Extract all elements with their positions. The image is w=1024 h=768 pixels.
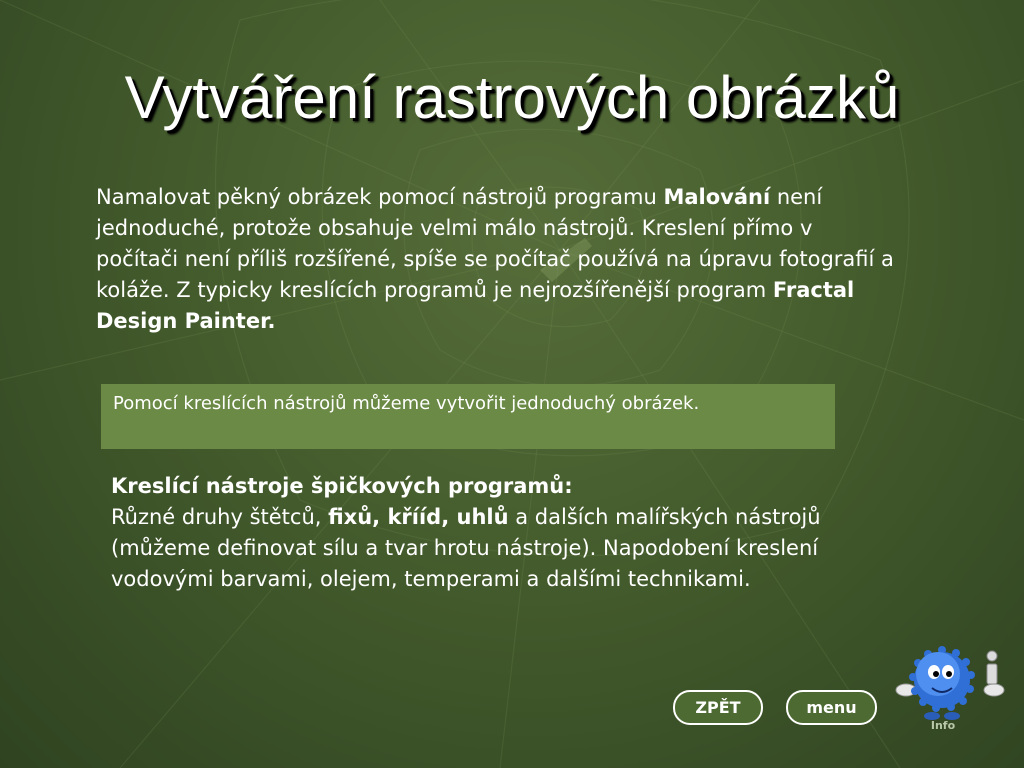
slide-title: Vytváření rastrových obrázků [124, 64, 900, 131]
intro-bold-malovani: Malování [663, 185, 771, 209]
note-text: Pomocí kreslících nástrojů můžeme vytvořit jednoduchý obrázek. [113, 393, 700, 414]
tools-text-1: Různé druhy štětců, [111, 505, 329, 529]
note-box [101, 384, 835, 449]
tools-text-2: a dalších malířských nástrojů (můžeme definovat sílu a tvar hrotu nástroje). Napodobení kreslení vodovými barvami, olejem, temperami a dalšími technikami. [111, 505, 821, 591]
info-label: Info [930, 719, 956, 732]
menu-button[interactable]: menu [786, 690, 877, 725]
info-i-icon [987, 651, 997, 684]
tools-heading: Kreslící nástroje špičkových programů: [111, 474, 573, 498]
tools-bold-items: fixů, křííd, uhlů [328, 505, 509, 529]
tools-paragraph [111, 471, 901, 595]
intro-text-1: Namalovat pěkný obrázek pomocí nástrojů programu [96, 185, 664, 209]
intro-bold-painter: Fractal Design Painter. [96, 278, 855, 333]
intro-paragraph [96, 182, 896, 337]
back-button[interactable]: ZPĚT [673, 690, 763, 725]
intro-text-2: není jednoduché, protože obsahuje velmi málo nástrojů. Kreslení přímo v počítači není příliš rozšířené, spíše se počítač používá na úpravu fotografií a koláže. Z typicky kreslících programů je nejrozšířenější program [96, 185, 894, 302]
